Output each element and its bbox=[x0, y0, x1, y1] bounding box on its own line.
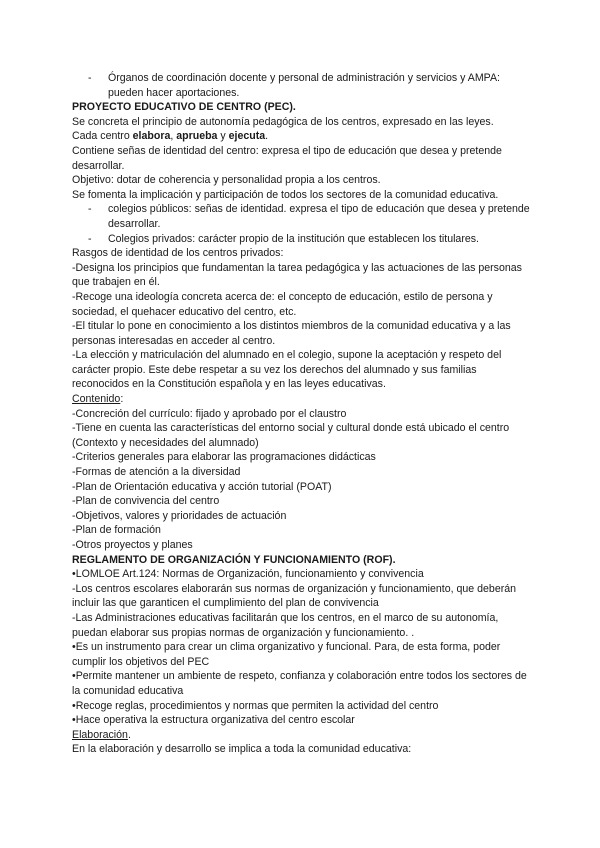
underlined-text: Contenido bbox=[72, 393, 121, 406]
text-run: . bbox=[127, 728, 131, 741]
list-item: - Colegios privados: carácter propio de la institución que establecen los titulares. bbox=[72, 232, 532, 247]
document-page bbox=[72, 71, 532, 757]
bold-text: elabora bbox=[132, 130, 171, 143]
paragraph: •Hace operativa la estructura organizativa del centro escolar bbox=[72, 714, 355, 727]
paragraph: Se concreta el principio de autonomía pedagógica de los centros, expresado en las leyes. bbox=[72, 115, 494, 128]
text-run: : bbox=[120, 393, 124, 406]
paragraph: -Las Administraciones educativas facilitarán que los centros, en el marco de su autonomía, puedan elaborar sus propias normas de organización y funcionamiento. . bbox=[72, 611, 499, 639]
paragraph: -Tiene en cuenta las características del entorno social y cultural donde está ubicado el centro (Contexto y necesidades del alumnado) bbox=[72, 422, 510, 449]
bold-text: aprueba bbox=[176, 130, 218, 143]
paragraph: -Otros proyectos y planes bbox=[72, 539, 193, 551]
paragraph: -Objetivos, valores y prioridades de actuación bbox=[72, 509, 287, 522]
paragraph: -Recoge una ideología concreta acerca de: el concepto de educación, estilo de persona y sociedad, el quehacer educativo del centro, etc. bbox=[72, 290, 493, 318]
section-heading-rof: REGLAMENTO DE ORGANIZACIÓN Y FUNCIONAMIENTO (ROF). bbox=[72, 553, 396, 566]
list-item: - Órganos de coordinación docente y personal de administración y servicios y AMPA: pueden hacer aportaciones. bbox=[72, 71, 532, 100]
paragraph: -Concreción del currículo: fijado y aprobado por el claustro bbox=[72, 407, 347, 420]
paragraph: Contiene señas de identidad del centro: expresa el tipo de educación que desea y pretende desarrollar. bbox=[72, 144, 502, 172]
paragraph: -Plan de convivencia del centro bbox=[72, 495, 220, 508]
subheading-contenido bbox=[72, 392, 532, 407]
text-run: y bbox=[217, 130, 229, 143]
paragraph: •Recoge reglas, procedimientos y normas que permiten la actividad del centro bbox=[72, 699, 439, 712]
paragraph: -Plan de Orientación educativa y acción tutorial (POAT) bbox=[72, 480, 332, 493]
section-heading-pec: PROYECTO EDUCATIVO DE CENTRO (PEC). bbox=[72, 101, 296, 114]
paragraph: •Permite mantener un ambiente de respeto, confianza y colaboración entre todos los sectores de la comunidad educativa bbox=[72, 670, 527, 697]
paragraph: -Plan de formación bbox=[72, 524, 161, 537]
underlined-text: Elaboración bbox=[72, 728, 128, 741]
text-run: . bbox=[265, 130, 269, 143]
paragraph: -La elección y matriculación del alumnado en el colegio, supone la aceptación y respeto del carácter propio. Este debe respetar a su vez los derechos del alumnado y sus familias reconocidos en la Constitución española y en las leyes educativas. bbox=[72, 349, 502, 391]
bold-text: ejecuta bbox=[228, 130, 266, 143]
subheading-elaboracion bbox=[72, 728, 532, 743]
paragraph: -Designa los principios que fundamentan la tarea pedagógica y las actuaciones de las personas que trabajen en él. bbox=[72, 261, 522, 289]
paragraph: •Es un instrumento para crear un clima organizativo y funcional. Para, de esta forma, poder cumplir los objetivos del PEC bbox=[72, 641, 501, 668]
paragraph: Objetivo: dotar de coherencia y personalidad propia a los centros. bbox=[72, 174, 381, 187]
text-run: , bbox=[170, 130, 177, 143]
list-item: - colegios públicos: señas de identidad. expresa el tipo de educación que desea y pretende desarrollar. bbox=[72, 202, 532, 231]
paragraph: -Formas de atención a la diversidad bbox=[72, 466, 241, 479]
paragraph: -Criterios generales para elaborar las programaciones didácticas bbox=[72, 451, 376, 464]
paragraph: -Los centros escolares elaborarán sus normas de organización y funcionamiento, que deberán incluir las que garanticen el cumplimiento del plan de convivencia bbox=[72, 582, 517, 610]
paragraph: -El titular lo pone en conocimiento a los distintos miembros de la comunidad educativa y a las personas interesadas en acceder al centro. bbox=[72, 320, 511, 347]
paragraph: •LOMLOE Art.124: Normas de Organización, funcionamiento y convivencia bbox=[72, 568, 424, 581]
paragraph: Se fomenta la implicación y participación de todos los sectores de la comunidad educativa. bbox=[72, 188, 499, 201]
text-run: Cada centro bbox=[72, 130, 133, 143]
paragraph: En la elaboración y desarrollo se implica a toda la comunidad educativa: bbox=[72, 743, 412, 756]
paragraph: Rasgos de identidad de los centros privados: bbox=[72, 247, 284, 260]
paragraph-elabora bbox=[72, 129, 532, 144]
